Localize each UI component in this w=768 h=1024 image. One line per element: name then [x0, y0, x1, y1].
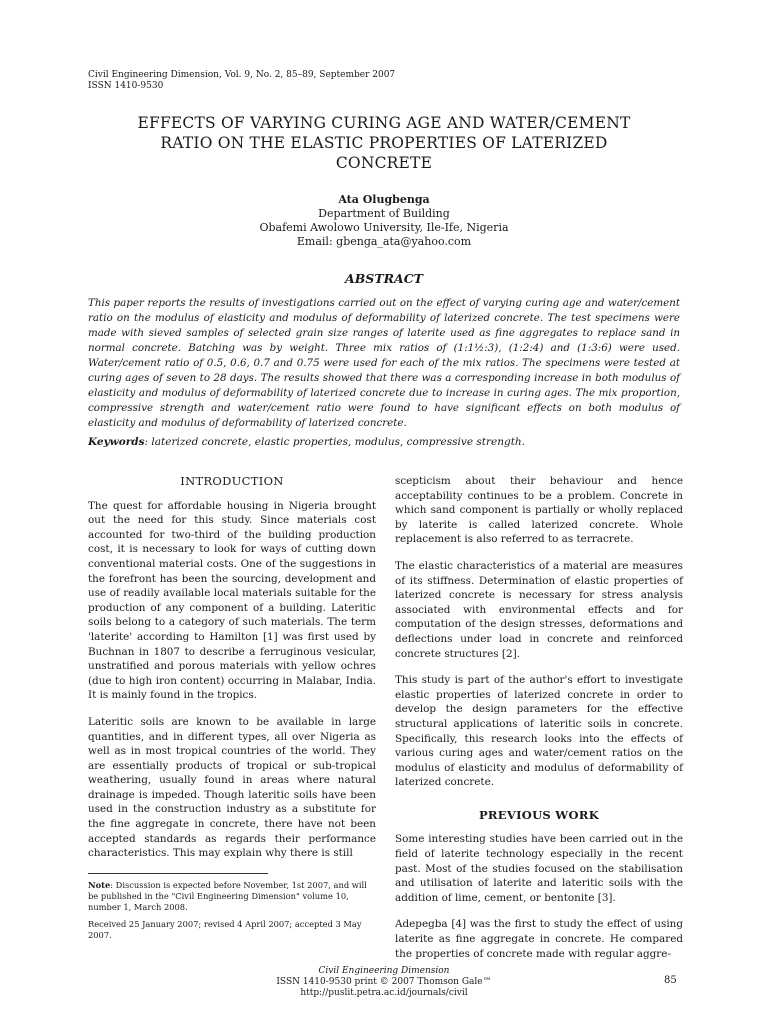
paragraph: Some interesting studies have been carried out in the field of laterite technology especially in the recent past. Most of the studies focused on the stabilisation and utilisation of laterite and lateritic soils with the addition of lime, cement, or bentonite [3]. — [395, 833, 683, 904]
footer-journal: Civil Engineering Dimension — [318, 966, 450, 976]
footnote-received: Received 25 January 2007; revised 4 April 2007; accepted 3 May 2007. — [88, 919, 362, 940]
journal-citation: Civil Engineering Dimension, Vol. 9, No. 2, 85–89, September 2007 — [88, 70, 396, 80]
abstract-heading: ABSTRACT — [345, 271, 423, 286]
footer-url[interactable]: http://puslit.petra.ac.id/journals/civil — [300, 988, 468, 998]
footnote-note-text: : Discussion is expected before November, 1st 2007, and will be published in the "Civil Engineering Dimension" volume 10, number 1, March 2008. — [88, 880, 367, 912]
journal-issn: ISSN 1410-9530 — [88, 81, 164, 91]
footnote-note — [88, 880, 376, 913]
page-number: 85 — [664, 975, 677, 986]
footnote-note-label: Note — [88, 880, 111, 890]
author-email: Email: gbenga_ata@yahoo.com — [296, 235, 472, 248]
page-footer — [0, 966, 768, 999]
paragraph: The elastic characteristics of a material are measures of its stiffness. Determination of elastic properties of laterized concrete is necessary for stress analysis associated with environmental effects and for computation of the design stresses, deformations and deflections under load in concrete and reinforced concrete structures [2]. — [395, 559, 683, 660]
paragraph: This study is part of the author's effort to investigate elastic properties of laterized concrete in order to develop the design parameters for the effective structural applications of lateritic soils in concrete. Specifically, this research looks into the effects of various curing ages and water/cement ratios on the modulus of elasticity and modulus of deformability of laterized concrete. — [395, 674, 683, 789]
right-column — [395, 474, 683, 973]
footer-issn: ISSN 1410-9530 print © 2007 Thomson Gale™ — [276, 977, 492, 987]
paper-title — [110, 113, 658, 173]
paragraph: Lateritic soils are known to be available in large quantities, and in different types, all over Nigeria as well as in most tropical countries of the world. They are essentially products of tropical or sub-tropical weathering, usually found in areas where natural drainage is impeded. Though lateritic soils have been used in the construction industry as a substitute for the fine aggregate in concrete, there have not been accepted standards as regards their performance characteristics. This may explain why there is still — [88, 715, 376, 860]
keywords-text: : laterized concrete, elastic properties, modulus, compressive strength. — [144, 436, 526, 448]
left-column — [88, 474, 376, 873]
title-line: CONCRETE — [335, 154, 433, 172]
previous-work-heading: PREVIOUS WORK — [478, 807, 599, 822]
keywords-label: Keywords — [88, 436, 145, 448]
title-line: EFFECTS OF VARYING CURING AGE AND WATER/CEMENT — [137, 114, 631, 132]
author-department: Department of Building — [318, 207, 450, 220]
keywords — [88, 436, 680, 448]
footnote-divider — [88, 873, 268, 874]
title-line: RATIO ON THE ELASTIC PROPERTIES OF LATERIZED — [160, 134, 608, 152]
introduction-heading: INTRODUCTION — [180, 474, 284, 488]
paragraph: scepticism about their behaviour and hence acceptability continues to be a problem. Concrete in which sand component is partially or wholly replaced by laterite is called laterized concrete. Whole replacement is also referred to as terracrete. — [395, 475, 683, 546]
paragraph: The quest for affordable housing in Nigeria brought out the need for this study. Since materials cost accounted for two-third of the building production cost, it is necessary to look for ways of cutting down conventional material costs. One of the suggestions in the forefront has been the sourcing, development and use of readily available local materials suitable for the production of any component of a building. Lateritic soils belong to a category of such materials. The term 'laterite' according to Hamilton [1] was first used by Buchnan in 1807 to describe a ferruginous vesicular, unstratified and porous materials with yellow ochres (due to high iron content) occurring in Malabar, India. It is mainly found in the tropics. — [88, 499, 376, 702]
paragraph: Adepegba [4] was the first to study the effect of using laterite as fine aggregate in concrete. He compared the properties of concrete made with regular aggre- — [395, 918, 683, 960]
abstract-text: This paper reports the results of investigations carried out on the effect of varying curing age and water/cement ratio on the modulus of elasticity and modulus of deformability of laterized concrete. The test specimens were made with sieved samples of selected grain size ranges of laterite used as fine aggregates to replace sand in normal concrete. Batching was by weight. Three mix ratios of (1:1½:3), (1:2:4) and (1:3:6) were used. Water/cement ratio of 0.5, 0.6, 0.7 and 0.75 were used for each of the mix ratios. The specimens were tested at curing ages of seven to 28 days. The results showed that there was a corresponding increase in both modulus of elasticity and modulus of deformability of laterized concrete due to increase in curing ages. The mix proportion, compressive strength and water/cement ratio were found to have significant effects on both modulus of elasticity and modulus of deformability of laterized concrete. — [88, 297, 680, 429]
journal-header — [88, 70, 395, 92]
author-name: Ata Olugbenga — [338, 193, 430, 206]
footnote — [88, 880, 376, 947]
author-institution: Obafemi Awolowo University, Ile-Ife, Nigeria — [259, 221, 509, 234]
author-block — [200, 193, 568, 249]
